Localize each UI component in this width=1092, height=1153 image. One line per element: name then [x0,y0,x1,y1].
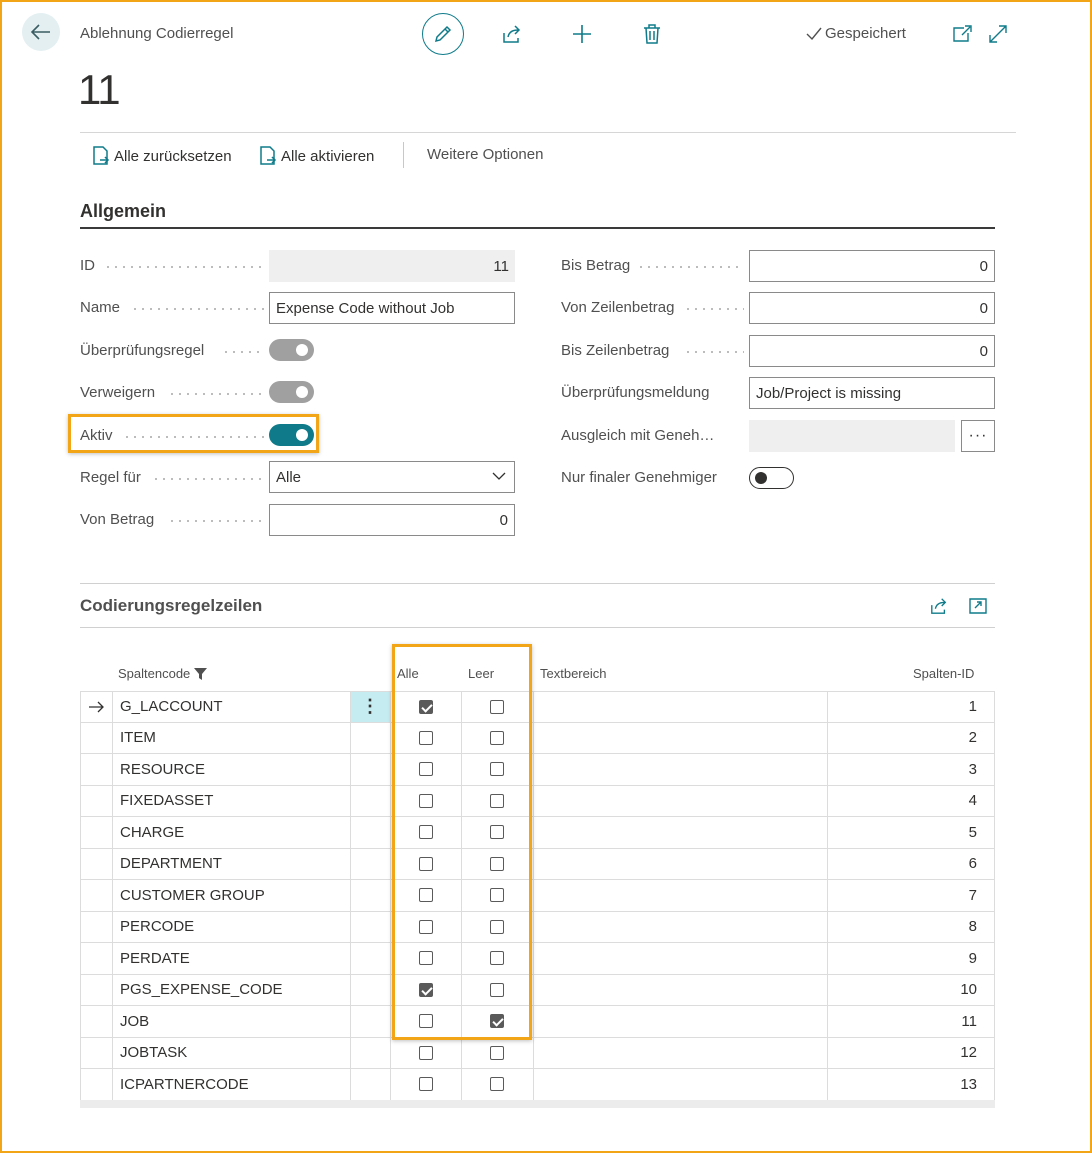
page-caption: Ablehnung Codierregel [80,25,234,42]
lines-expand-button[interactable] [967,596,989,616]
expand-icon [988,24,1008,44]
text-range-cell[interactable] [540,786,830,817]
approver-balance-field [749,420,955,452]
open-new-window-button[interactable] [950,22,974,46]
empty-checkbox[interactable] [490,1046,504,1060]
column-id-cell[interactable]: 6 [968,855,977,873]
reset-all-action[interactable] [92,146,232,166]
name-label: Name [80,299,121,316]
final-approver-toggle[interactable] [749,467,794,489]
column-code-cell[interactable]: JOB [120,1012,150,1030]
saved-label: Gespeichert [825,25,906,42]
to-amount-label: Bis Betrag [561,257,631,274]
checkbox-columns-highlight-box [392,644,532,1040]
column-code-cell[interactable]: PGS_EXPENSE_CODE [120,981,283,999]
dot-leader [168,520,264,522]
text-range-cell[interactable] [540,692,830,722]
column-code-cell[interactable]: JOBTASK [120,1044,188,1062]
text-range-cell[interactable] [540,849,830,880]
approver-balance-label: Ausgleich mit Geneh… [561,427,715,444]
text-range-cell[interactable] [540,817,830,848]
table-row[interactable] [80,880,995,912]
open-in-new-icon [952,25,972,43]
column-id-cell[interactable]: 13 [960,1075,977,1093]
text-range-cell[interactable] [540,943,830,974]
dot-leader [684,351,744,353]
column-code-cell[interactable]: FIXEDASSET [120,792,214,810]
table-row[interactable] [80,754,995,786]
column-header-all[interactable]: Alle [397,666,419,681]
column-header-text-range[interactable]: Textbereich [540,666,607,681]
to-line-amount-label: Bis Zeilenbetrag [561,342,670,359]
text-range-cell[interactable] [540,1038,830,1069]
share-icon [501,24,523,44]
text-range-cell[interactable] [540,1069,830,1100]
arrow-left-icon [31,24,51,40]
id-label: ID [80,257,95,274]
table-row[interactable] [80,1069,995,1101]
table-row[interactable] [80,975,995,1007]
table-row[interactable] [80,691,995,723]
id-field: 11 [269,250,515,282]
expand-button[interactable] [986,22,1010,46]
action-separator [403,142,404,168]
all-checkbox[interactable] [419,1046,433,1060]
reject-label: Verweigern [80,384,156,401]
column-code-cell[interactable]: ICPARTNERCODE [120,1075,249,1093]
table-row[interactable] [80,723,995,755]
grid-line [80,691,81,1100]
column-code-cell[interactable]: PERDATE [120,949,190,967]
active-label: Aktiv [80,427,113,444]
column-id-cell[interactable]: 9 [968,949,977,967]
activate-all-action[interactable] [259,146,374,166]
to-amount-field[interactable]: 0 [749,250,995,282]
table-row[interactable] [80,1006,995,1038]
grid-line [533,691,534,1100]
actionbar-divider [80,132,1016,133]
table-row[interactable] [80,1038,995,1070]
filter-icon [194,668,207,680]
check-icon [806,27,822,41]
check-rule-label: Überprüfungsregel [80,342,205,359]
document-activate-icon [259,146,277,166]
dot-leader [168,393,264,395]
name-field[interactable]: Expense Code without Job [269,292,515,324]
table-row[interactable] [80,943,995,975]
saved-status [806,25,906,42]
column-code-cell[interactable]: RESOURCE [120,760,206,778]
from-line-amount-label: Von Zeilenbetrag [561,299,675,316]
check-message-label: Überprüfungsmeldung [561,384,710,401]
column-header-column-id[interactable]: Spalten-ID [913,666,975,681]
lines-share-button[interactable] [928,596,950,616]
table-row[interactable] [80,912,995,944]
column-id-cell[interactable]: 7 [968,886,977,904]
plus-icon [572,24,592,44]
dot-leader [684,308,744,310]
dot-leader [131,308,264,310]
reject-toggle[interactable] [269,381,314,403]
new-button[interactable] [570,22,594,46]
table-row[interactable] [80,849,995,881]
record-title: 11 [78,66,120,113]
grid-line [350,691,351,1100]
rule-for-select[interactable] [269,461,515,493]
column-code-cell[interactable]: DEPARTMENT [120,855,222,873]
to-line-amount-field[interactable]: 0 [749,335,995,367]
dot-leader [104,266,264,268]
column-header-code[interactable] [118,666,207,681]
grid-footer [80,1100,995,1108]
expand-window-icon [969,598,987,614]
reset-all-label: Alle zurücksetzen [114,147,232,165]
activate-all-label: Alle aktivieren [281,147,375,165]
from-amount-label: Von Betrag [80,511,155,528]
column-id-cell[interactable]: 12 [960,1044,977,1062]
column-id-cell[interactable]: 4 [968,792,977,810]
column-id-cell[interactable]: 5 [968,823,977,841]
text-range-cell[interactable] [540,880,830,911]
text-range-cell[interactable] [540,723,830,754]
table-row[interactable] [80,786,995,818]
dot-leader [222,351,264,353]
all-checkbox[interactable] [419,1077,433,1091]
grid-line [112,691,113,1100]
subpage-title: Codierungsregelzeilen [80,596,263,615]
chevron-down-icon [492,471,506,481]
dot-leader [152,478,264,480]
check-message-field[interactable]: Job/Project is missing [749,377,995,409]
grid-line [827,691,828,1100]
document-reset-icon [92,146,110,166]
delete-button[interactable] [640,22,664,46]
share-icon [929,597,949,615]
column-code-cell[interactable]: PERCODE [120,918,195,936]
rule-for-value: Alle [276,468,302,486]
text-range-cell[interactable] [540,754,830,785]
more-options-label: Weitere Optionen [427,146,544,163]
trash-icon [643,24,661,44]
column-header-code-label: Spaltencode [118,666,191,681]
active-highlight-box [68,414,319,453]
back-button[interactable] [22,13,60,51]
column-id-cell[interactable]: 2 [968,729,977,747]
text-range-cell[interactable] [540,912,830,943]
column-id-cell[interactable]: 11 [961,1012,977,1030]
subpage-divider-bottom [80,627,995,628]
share-button[interactable] [500,22,524,46]
column-code-cell[interactable]: G_LACCOUNT [120,698,223,716]
column-header-empty[interactable]: Leer [468,666,495,681]
from-line-amount-field[interactable]: 0 [749,292,995,324]
subpage-divider-top [80,583,995,584]
section-divider [80,227,995,229]
column-code-cell[interactable]: CUSTOMER GROUP [120,886,265,904]
row-menu-button[interactable]: ⋮ [350,692,390,722]
section-title-general: Allgemein [80,201,167,221]
current-row-arrow-icon [89,692,105,722]
column-id-cell[interactable]: 8 [968,918,977,936]
check-rule-toggle[interactable] [269,339,314,361]
edit-button[interactable] [422,13,464,55]
column-id-cell[interactable]: 1 [968,698,977,716]
text-range-cell[interactable] [540,1006,830,1037]
column-code-cell[interactable]: CHARGE [120,823,185,841]
from-amount-field[interactable]: 0 [269,504,515,536]
more-options-action[interactable] [427,146,543,163]
pencil-icon [433,24,453,44]
empty-checkbox[interactable] [490,1077,504,1091]
dot-leader [637,266,744,268]
final-approver-label: Nur finaler Genehmiger [561,469,717,486]
grid-line [390,691,391,1100]
column-id-cell[interactable]: 3 [968,760,977,778]
text-range-cell[interactable] [540,975,830,1006]
grid-line [994,691,995,1100]
approver-balance-lookup-button[interactable]: ··· [961,420,995,452]
table-row[interactable] [80,817,995,849]
column-id-cell[interactable]: 10 [960,981,977,999]
rule-for-label: Regel für [80,469,141,486]
column-code-cell[interactable]: ITEM [120,729,156,747]
